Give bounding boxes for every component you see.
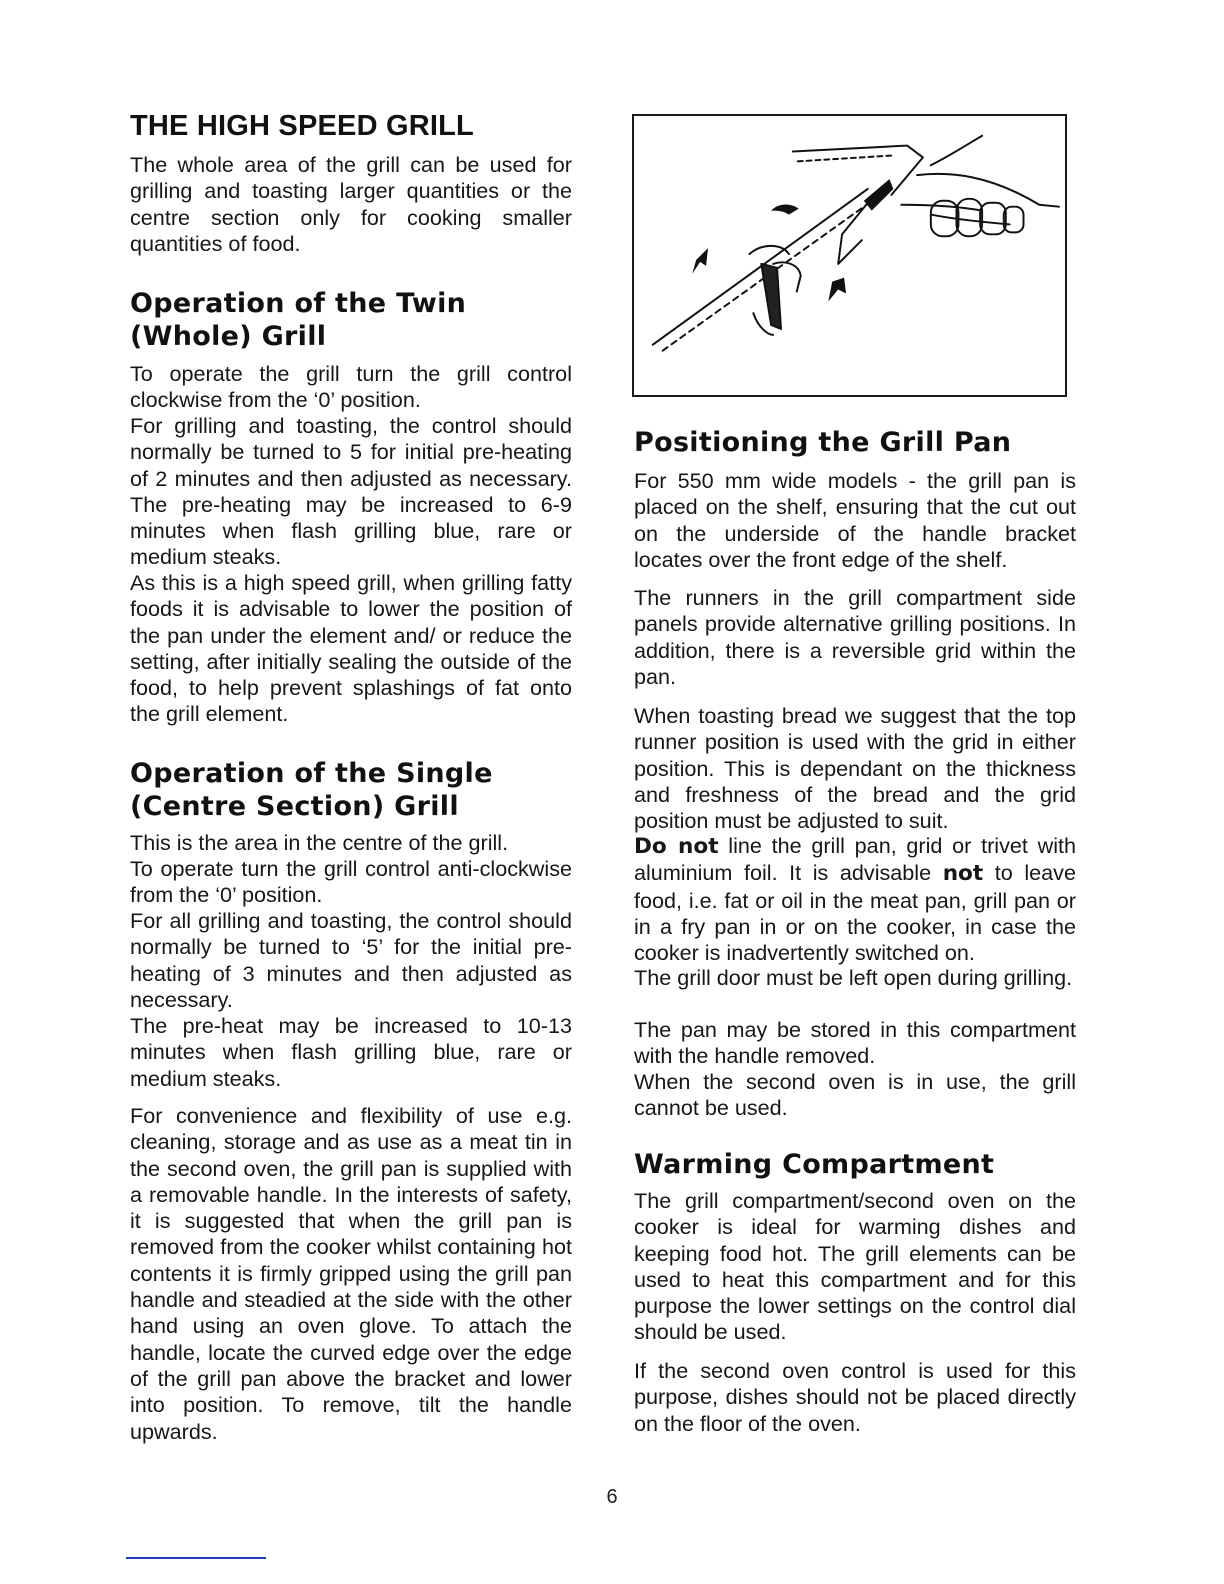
- twin-grill-heading: [130, 287, 466, 353]
- rotate-symbol: [771, 204, 799, 214]
- positioning-paragraph-5: The grill door must be left open during grilling.: [634, 965, 1073, 990]
- twin-heading-line-2: (Whole) Grill: [130, 321, 327, 352]
- do-not-emphasis: Do not: [634, 834, 719, 859]
- single-heading-line-1: Operation of the Single: [130, 758, 493, 789]
- warming-heading: Warming Compartment: [634, 1149, 995, 1180]
- positioning-paragraph-4: [634, 833, 1076, 966]
- warming-paragraph-2: If the second oven control is used for this purpose, dishes should not be placed directly on the floor of the oven.: [634, 1358, 1076, 1436]
- single-paragraph-2: To operate turn the grill control anti-clockwise from the ‘0’ position.: [130, 856, 572, 908]
- single-heading-line-2: (Centre Section) Grill: [130, 791, 459, 822]
- positioning-paragraph-7: When the second oven is in use, the grill cannot be used.: [634, 1069, 1076, 1121]
- single-paragraph-4: The pre-heat may be increased to 10-13 minutes when flash grilling blue, rare or medium steaks.: [130, 1013, 572, 1091]
- page-title: THE HIGH SPEED GRILL: [130, 110, 474, 142]
- warming-paragraph-1: The grill compartment/second oven on the cooker is ideal for warming dishes and keeping food hot. The grill elements can be used to heat this compartment and for this purpose the lower settings on the control dial should be used.: [634, 1188, 1076, 1345]
- positioning-paragraph-3: When toasting bread we suggest that the top runner position is used with the grid in either position. This is dependant on the thickness and freshness of the bread and the grid position must be adjusted to suit.: [634, 703, 1076, 834]
- single-paragraph-5: For convenience and flexibility of use e.g. cleaning, storage and as use as a meat tin in the second oven, the grill pan is supplied with a removable handle. In the interests of safety, it is suggested that when the grill pan is removed from the cooker whilst containing hot contents it is firmly gripped using the grill pan handle and steadied at the side with the other hand using an oven glove. To attach the handle, locate the curved edge over the edge of the grill pan above the bracket and lower into position. To remove, tilt the handle upwards.: [130, 1103, 572, 1444]
- arrow-down-icon: [828, 278, 846, 302]
- positioning-paragraph-6: The pan may be stored in this compartment with the handle removed.: [634, 1017, 1076, 1069]
- positioning-paragraph-2: The runners in the grill compartment side panels provide alternative grilling positions. In addition, there is a reversible grid within the pan.: [634, 585, 1076, 689]
- twin-heading-line-1: Operation of the Twin: [130, 288, 467, 319]
- foil-warning-text-b: to leave food, i.e. fat or oil in the meat pan, grill pan or in a fry pan in or on the cooker, in case the cooker is inadvertently switched on.: [634, 860, 1076, 966]
- footer-rule: [126, 1557, 266, 1559]
- page-number: 6: [606, 1486, 618, 1508]
- arrow-left-icon: [692, 248, 708, 274]
- single-grill-heading: [130, 757, 493, 823]
- positioning-paragraph-1: For 550 mm wide models - the grill pan is placed on the shelf, ensuring that the cut out on the underside of the handle bracket locates over the front edge of the shelf.: [634, 468, 1076, 572]
- single-paragraph-1: This is the area in the centre of the grill.: [130, 830, 509, 855]
- not-emphasis: not: [942, 861, 984, 887]
- positioning-heading: Positioning the Grill Pan: [634, 427, 1012, 458]
- foil-warning-text-a: line the grill pan, grid or trivet with aluminium foil. It is advisable: [634, 833, 1077, 886]
- twin-paragraph-3: As this is a high speed grill, when grilling fatty foods it is advisable to lower the position of the pan under the element and/ or reduce the setting, after initially sealing the outside of the food, to help prevent splashings of fat onto the grill element.: [130, 570, 572, 727]
- twin-paragraph-1: To operate the grill turn the grill control clockwise from the ‘0’ position.: [130, 361, 572, 413]
- pan-edge-line: [653, 189, 868, 345]
- grill-pan-handle-illustration: [632, 114, 1067, 397]
- handle-illustration-svg: [634, 116, 1065, 395]
- pan-top-line: [793, 146, 923, 195]
- intro-paragraph: The whole area of the grill can be used for grilling and toasting larger quantities or the centre section only for cooking smaller quantities of food.: [130, 152, 572, 256]
- single-paragraph-3: For all grilling and toasting, the control should normally be turned to ‘5’ for the initial pre-heating of 3 minutes and then adjusted as necessary.: [130, 908, 572, 1012]
- twin-paragraph-2: For grilling and toasting, the control should normally be turned to 5 for initial pre-heating of 2 minutes and then adjusted as necessary. The pre-heating may be increased to 6-9 minutes when flash grilling blue, rare or medium steaks.: [130, 413, 572, 570]
